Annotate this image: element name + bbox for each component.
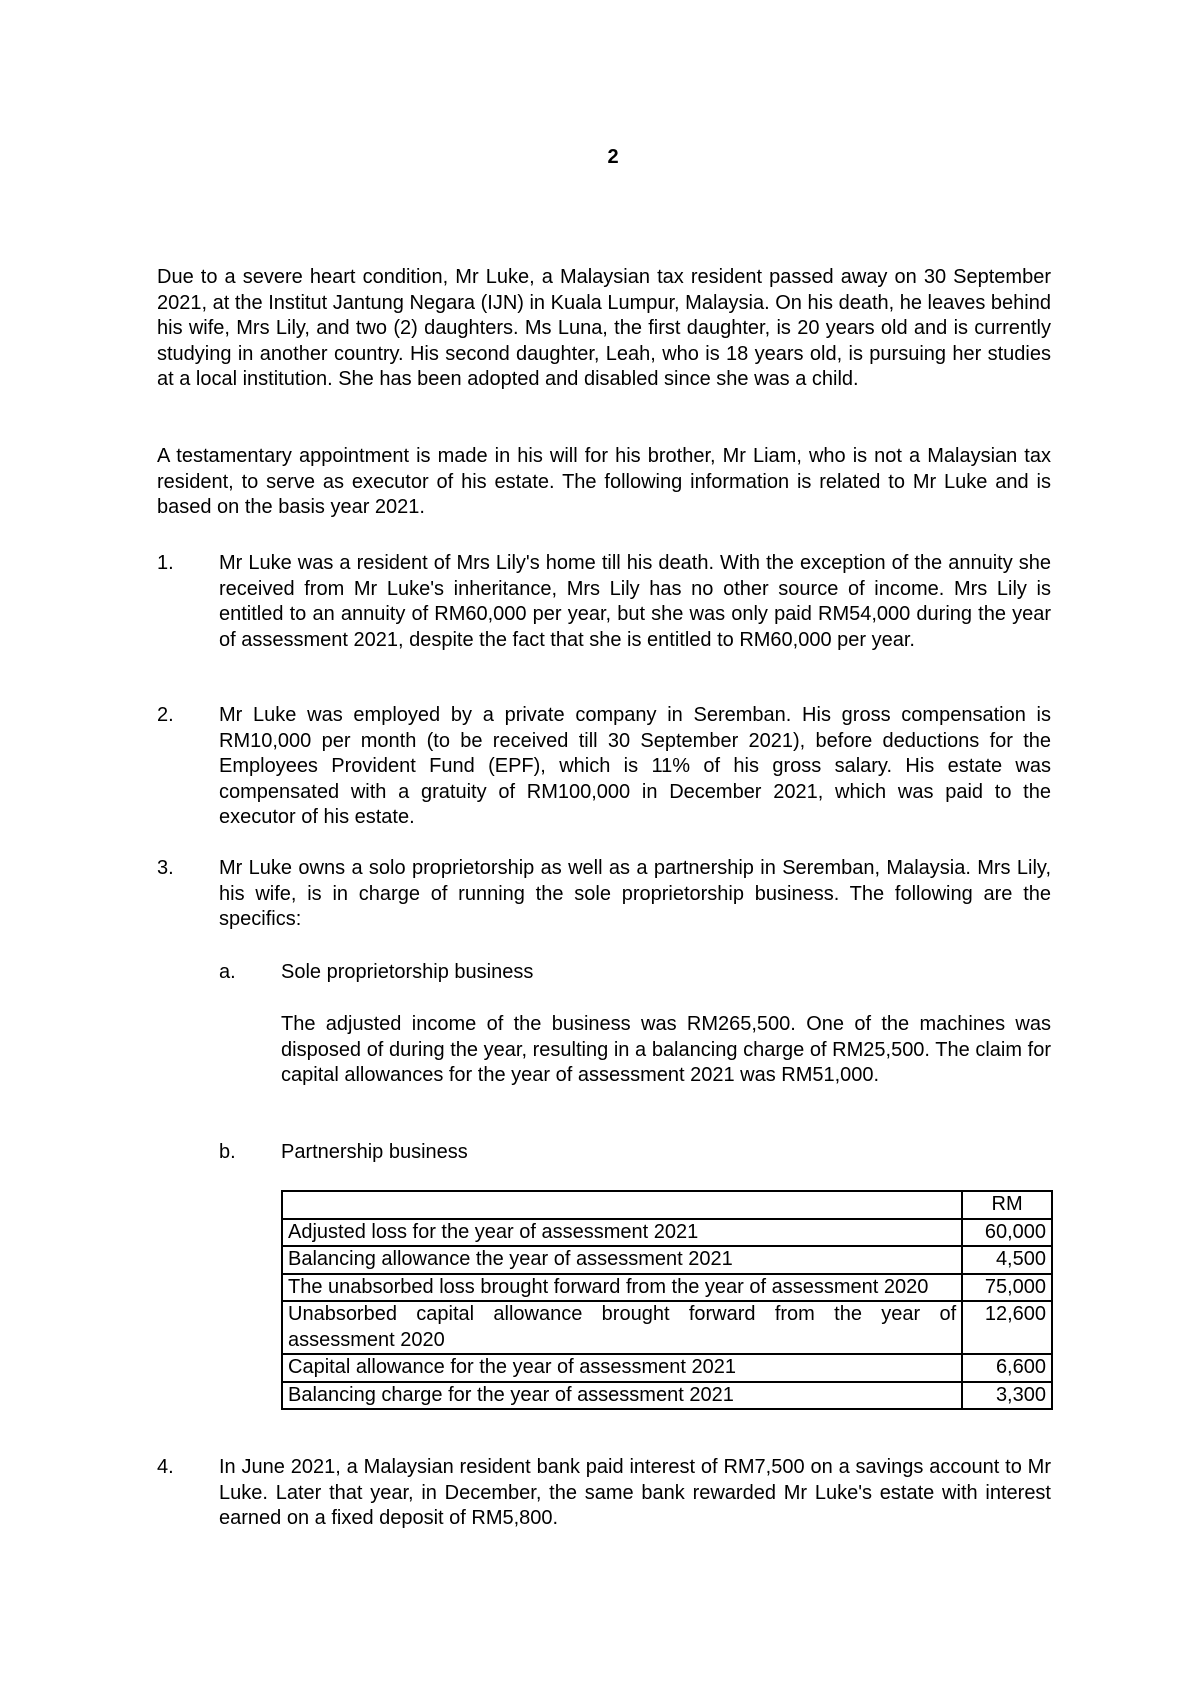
table-cell-amount: 3,300 — [962, 1382, 1052, 1410]
table-row — [282, 1274, 1052, 1302]
table-row — [282, 1382, 1052, 1410]
table-cell-desc: Balancing charge for the year of assessment 2021 — [282, 1382, 962, 1410]
list-item-number: 1. — [157, 552, 174, 574]
intro-paragraph-1: Due to a severe heart condition, Mr Luke, a Malaysian tax resident passed away on 30 September 2021, at the Institut Jantung Negara (IJN) in Kuala Lumpur, Malaysia. On his death, he leaves behind his wife, Mrs Lily, and two (2) daughters. Ms Luna, the first daughter, is 20 years old and is currently studying in another country. His second daughter, Leah, who is 18 years old, is pursuing her studies at a local institution. She has been adopted and disabled since she was a child. — [157, 266, 1051, 390]
list-item-text: Mr Luke was a resident of Mrs Lily's home till his death. With the exception of the annuity she received from Mr Luke's inheritance, Mrs Lily has no other source of income. Mrs Lily is entitled to an annuity of RM60,000 per year, but she was only paid RM54,000 during the year of assessment 2021, despite the fact that she is entitled to RM60,000 per year. — [219, 552, 1051, 651]
table-row — [282, 1219, 1052, 1247]
page-number: 2 — [607, 146, 619, 168]
table-row — [282, 1354, 1052, 1382]
list-item-text: Mr Luke was employed by a private company in Seremban. His gross compensation is RM10,000 per month (to be received till 30 September 2021), before deductions for the Employees Provident Fund (EPF), which is 11% of his gross salary. His estate was compensated with a gratuity of RM100,000 in December 2021, which was paid to the executor of his estate. — [219, 704, 1051, 828]
table-header-row — [282, 1191, 1052, 1219]
table-cell-desc: Capital allowance for the year of assessment 2021 — [282, 1354, 962, 1382]
table-cell-desc: Adjusted loss for the year of assessment 2021 — [282, 1219, 962, 1247]
table-row — [282, 1301, 1052, 1354]
table-cell-amount: 12,600 — [962, 1301, 1052, 1354]
list-item-text: In June 2021, a Malaysian resident bank paid interest of RM7,500 on a savings account to Mr Luke. Later that year, in December, the same bank rewarded Mr Luke's estate with interest earned on a fixed deposit of RM5,800. — [219, 1456, 1051, 1529]
table-row — [282, 1246, 1052, 1274]
list-item-number: 4. — [157, 1456, 174, 1478]
table-cell-desc: Balancing allowance the year of assessment 2021 — [282, 1246, 962, 1274]
table-cell-amount: 4,500 — [962, 1246, 1052, 1274]
table-header-desc — [282, 1191, 962, 1219]
table-cell-amount: 75,000 — [962, 1274, 1052, 1302]
table-cell-desc: The unabsorbed loss brought forward from the year of assessment 2020 — [282, 1274, 962, 1302]
list-item-text: Mr Luke owns a solo proprietorship as well as a partnership in Seremban, Malaysia. Mrs Lily, his wife, is in charge of running the sole proprietorship business. The following are the specifics: — [219, 857, 1051, 930]
sole-proprietorship-details: The adjusted income of the business was RM265,500. One of the machines was disposed of during the year, resulting in a balancing charge of RM25,500. The claim for capital allowances for the year of assessment 2021 was RM51,000. — [281, 1013, 1051, 1086]
table-cell-amount: 6,600 — [962, 1354, 1052, 1382]
table-cell-desc: Unabsorbed capital allowance brought forward from the year of assessment 2020 — [282, 1301, 962, 1354]
table-header-amount: RM — [962, 1191, 1052, 1219]
sub-item-label: Partnership business — [281, 1141, 468, 1163]
partnership-table — [281, 1190, 1053, 1410]
list-item-number: 2. — [157, 704, 174, 726]
intro-paragraph-2: A testamentary appointment is made in his will for his brother, Mr Liam, who is not a Malaysian tax resident, to serve as executor of his estate. The following information is related to Mr Luke and is based on the basis year 2021. — [157, 445, 1051, 518]
table-cell-amount: 60,000 — [962, 1219, 1052, 1247]
sub-item-letter: b. — [219, 1141, 236, 1163]
sub-item-letter: a. — [219, 961, 236, 983]
list-item-number: 3. — [157, 857, 174, 879]
sub-item-label: Sole proprietorship business — [281, 961, 534, 983]
